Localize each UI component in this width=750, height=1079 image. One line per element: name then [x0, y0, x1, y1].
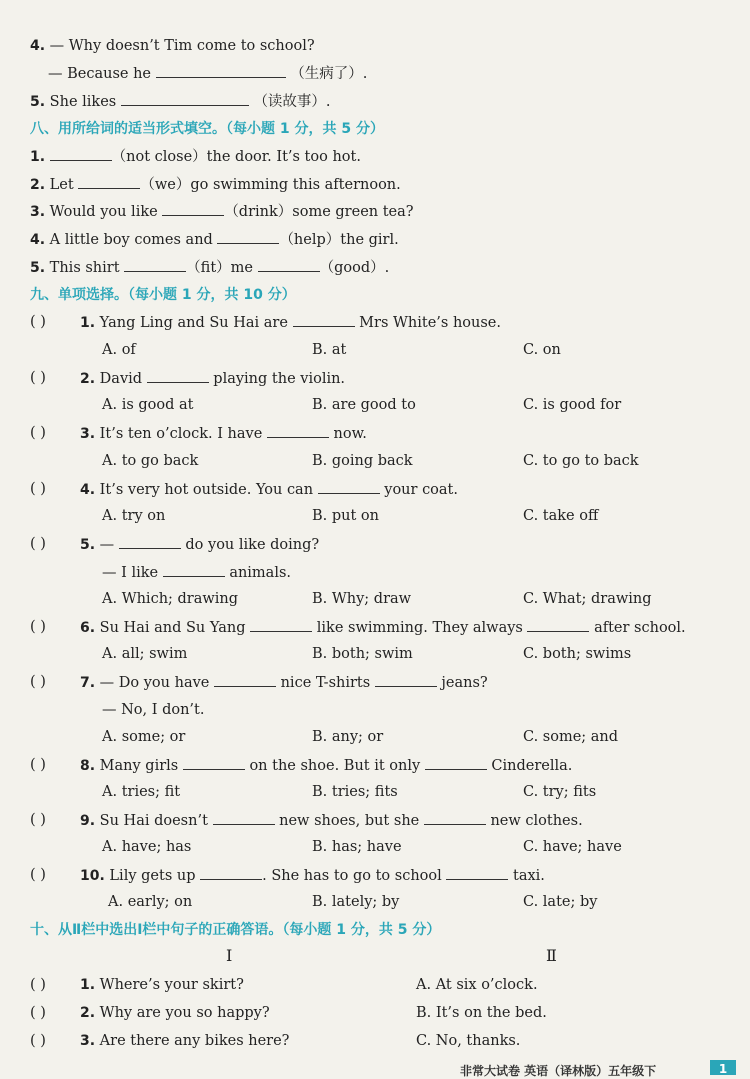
option-b[interactable]: B. both; swim [312, 646, 413, 662]
answer-blank[interactable] [163, 562, 225, 577]
option-c[interactable]: C. on [523, 342, 561, 358]
s9-q6: 6. Su Hai and Su Yang like swimming. They always after school. [80, 617, 686, 638]
answer-blank[interactable] [214, 672, 276, 687]
answer-blank[interactable] [50, 146, 112, 161]
answer-blank[interactable] [78, 174, 140, 189]
s9-q3: 3. It’s ten o’clock. I have now. [80, 423, 367, 444]
answer-paren[interactable]: ( ) [30, 314, 46, 330]
option-c[interactable]: C. have; have [523, 839, 622, 855]
answer-blank[interactable] [200, 865, 262, 880]
s10-q2: 2. Why are you so happy? [80, 1005, 270, 1021]
s10-answer-c: C. No, thanks. [416, 1033, 521, 1049]
answer-blank[interactable] [258, 257, 320, 272]
s9-q8: 8. Many girls on the shoe. But it only Cinderella. [80, 755, 572, 776]
s10-answer-b: B. It’s on the bed. [416, 1005, 547, 1021]
option-b[interactable]: B. going back [312, 453, 413, 469]
option-b[interactable]: B. any; or [312, 729, 384, 745]
answer-blank[interactable] [267, 423, 329, 438]
answer-paren[interactable]: ( ) [30, 867, 46, 883]
answer-blank[interactable] [162, 201, 224, 216]
option-b[interactable]: B. at [312, 342, 347, 358]
s8-item-1: 1. （not close）the door. It’s too hot. [30, 146, 361, 167]
s9-q5: 5. — do you like doing? [80, 534, 319, 555]
option-b[interactable]: B. put on [312, 508, 379, 524]
answer-blank[interactable] [213, 810, 275, 825]
option-a[interactable]: A. all; swim [102, 646, 188, 662]
option-c[interactable]: C. to go to back [523, 453, 639, 469]
answer-paren[interactable]: ( ) [30, 757, 46, 773]
option-a[interactable]: A. to go back [102, 453, 199, 469]
answer-blank[interactable] [424, 810, 486, 825]
option-b[interactable]: B. lately; by [312, 894, 400, 910]
option-c[interactable]: C. What; drawing [523, 591, 652, 607]
s9-q10: 10. Lily gets up . She has to go to school taxi. [80, 865, 545, 886]
answer-blank[interactable] [250, 617, 312, 632]
s8-item-3: 3. Would you like （drink）some green tea? [30, 201, 414, 222]
option-b[interactable]: B. tries; fits [312, 784, 398, 800]
page-number: 1 [710, 1060, 736, 1075]
option-c[interactable]: C. late; by [523, 894, 598, 910]
answer-paren[interactable]: ( ) [30, 536, 46, 552]
answer-blank[interactable] [425, 755, 487, 770]
s9-q4: 4. It’s very hot outside. You can your coat. [80, 479, 458, 500]
answer-blank[interactable] [119, 534, 181, 549]
answer-paren[interactable]: ( ) [30, 1033, 46, 1049]
s10-q3: 3. Are there any bikes here? [80, 1033, 290, 1049]
answer-paren[interactable]: ( ) [30, 619, 46, 635]
answer-paren[interactable]: ( ) [30, 674, 46, 690]
option-c[interactable]: C. take off [523, 508, 599, 524]
option-c[interactable]: C. is good for [523, 397, 622, 413]
answer-blank[interactable] [293, 312, 355, 327]
s9-q1: 1. Yang Ling and Su Hai are Mrs White’s house. [80, 312, 501, 333]
option-b[interactable]: B. has; have [312, 839, 402, 855]
answer-blank[interactable] [124, 257, 186, 272]
footer-title: 非常大试卷 英语（译林版）五年级下 [460, 1064, 657, 1078]
option-a[interactable]: A. is good at [102, 397, 194, 413]
answer-blank[interactable] [375, 672, 437, 687]
answer-blank[interactable] [446, 865, 508, 880]
option-a[interactable]: A. try on [102, 508, 166, 524]
s8-item-4: 4. A little boy comes and （help）the girl. [30, 229, 399, 250]
answer-paren[interactable]: ( ) [30, 425, 46, 441]
section9-title: 九、单项选择。（每小题 1 分，共 10 分） [30, 287, 296, 303]
option-a[interactable]: A. of [102, 342, 136, 358]
answer-paren[interactable]: ( ) [30, 1005, 46, 1021]
option-a[interactable]: A. Which; drawing [102, 591, 239, 607]
answer-paren[interactable]: ( ) [30, 481, 46, 497]
answer-blank[interactable] [156, 63, 286, 78]
answer-blank[interactable] [121, 91, 249, 106]
answer-blank[interactable] [147, 368, 209, 383]
option-a[interactable]: A. have; has [102, 839, 192, 855]
answer-paren[interactable]: ( ) [30, 370, 46, 386]
s9-q2: 2. David playing the violin. [80, 368, 345, 389]
answer-blank[interactable] [217, 229, 279, 244]
answer-blank[interactable] [183, 755, 245, 770]
answer-blank[interactable] [527, 617, 589, 632]
option-b[interactable]: B. are good to [312, 397, 416, 413]
page-footer [440, 1060, 750, 1078]
s10-q1: 1. Where’s your skirt? [80, 977, 244, 993]
section8-title: 八、用所给词的适当形式填空。（每小题 1 分，共 5 分） [30, 121, 384, 137]
s9-q7: 7. — Do you have nice T-shirts jeans? [80, 672, 488, 693]
option-b[interactable]: B. Why; draw [312, 591, 412, 607]
answer-paren[interactable]: ( ) [30, 812, 46, 828]
s8-item-5: 5. This shirt （fit）me （good）. [30, 257, 389, 278]
option-c[interactable]: C. both; swims [523, 646, 632, 662]
s9-q9: 9. Su Hai doesn’t new shoes, but she new clothes. [80, 810, 583, 831]
option-a[interactable]: A. tries; fit [102, 784, 181, 800]
s8-item-2: 2. Let （we）go swimming this afternoon. [30, 174, 401, 195]
q4-line-a: 4. — Why doesn’t Tim come to school? [30, 38, 315, 54]
answer-blank[interactable] [318, 479, 380, 494]
s9-q5-line-2: — I like animals. [102, 562, 291, 583]
column-1-heading: Ⅰ [226, 946, 233, 965]
q5-line: 5. She likes （读故事）. [30, 91, 331, 112]
s9-q7-line-2: — No, I don’t. [102, 702, 205, 718]
q4-line-b: — Because he （生病了）. [48, 63, 367, 84]
option-a[interactable]: A. early; on [108, 894, 193, 910]
section10-title: 十、从Ⅱ栏中选出Ⅰ栏中句子的正确答语。（每小题 1 分，共 5 分） [30, 922, 441, 938]
column-2-heading: Ⅱ [546, 946, 557, 965]
option-c[interactable]: C. try; fits [523, 784, 597, 800]
option-a[interactable]: A. some; or [102, 729, 186, 745]
option-c[interactable]: C. some; and [523, 729, 619, 745]
answer-paren[interactable]: ( ) [30, 977, 46, 993]
s10-answer-a: A. At six o’clock. [416, 977, 538, 993]
